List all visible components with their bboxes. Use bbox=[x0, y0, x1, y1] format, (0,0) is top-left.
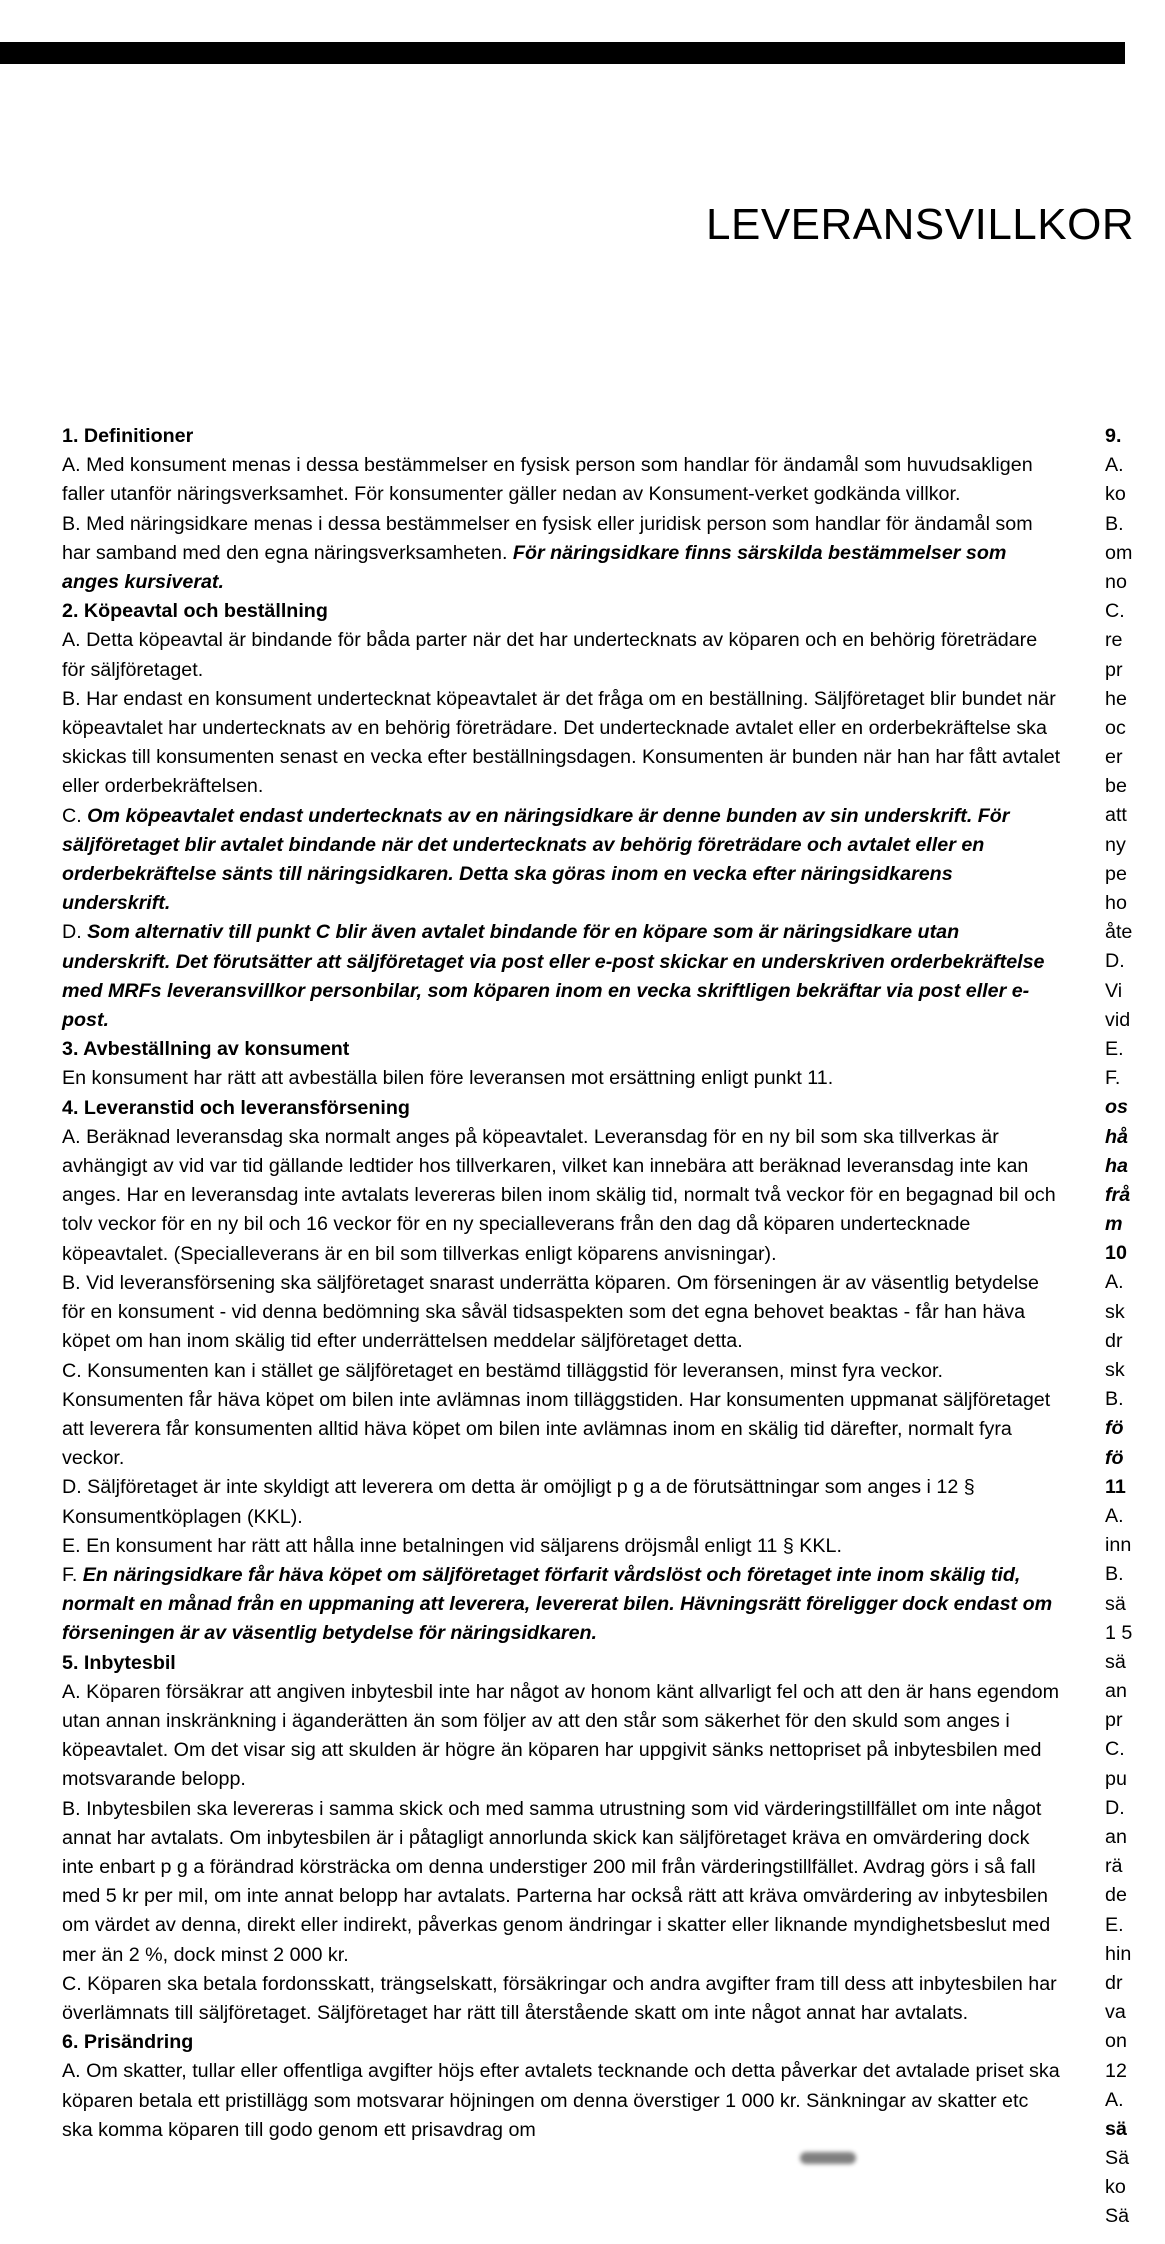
right-column-fragment: Vi bbox=[1105, 979, 1123, 1002]
right-column-fragment: om bbox=[1105, 541, 1133, 564]
right-column-fragment: dr bbox=[1105, 1971, 1123, 1994]
right-column-fragment: ko bbox=[1105, 2176, 1126, 2199]
right-column-fragment: B. bbox=[1105, 1388, 1124, 1411]
right-column-fragment: 1 5 bbox=[1105, 1621, 1133, 1644]
right-column-fragment: va bbox=[1105, 2001, 1126, 2024]
right-column-fragment: an bbox=[1105, 1826, 1127, 1848]
right-column-fragment: on bbox=[1105, 2030, 1127, 2053]
clause-paragraph bbox=[62, 918, 1062, 1035]
clause-label: B. bbox=[62, 687, 81, 710]
clause-label: D. bbox=[62, 1476, 82, 1499]
clause-paragraph bbox=[62, 2057, 1062, 2145]
right-column-fragment: be bbox=[1105, 775, 1127, 798]
business-clause-italic: Om köpeavtalet endast undertecknats av en näringsidkare är denne bunden av sin underskrift. För säljföretaget blir avtalet bindande när det undertecknats av behörig företrädare och avtalet eller en orderbekräftelse sänts till näringsidkaren. Detta ska göras inom en vecka efter näringsidkarens underskrift. bbox=[62, 804, 1010, 915]
right-column-fragment: de bbox=[1105, 1884, 1127, 1907]
clause-text: Säljföretaget är inte skyldigt att leverera om detta är omöjligt p g a de förutsättningar som anges i 12 § Konsumentköplagen (KKL). bbox=[62, 1476, 975, 1528]
right-column-fragment: B. bbox=[1105, 1563, 1124, 1586]
right-column-fragment: he bbox=[1105, 687, 1127, 710]
right-column-fragment: pr bbox=[1105, 1709, 1123, 1732]
section-heading: 2. Köpeavtal och beställning bbox=[62, 600, 328, 623]
clause-paragraph bbox=[62, 1357, 1062, 1474]
clause-paragraph bbox=[62, 802, 1062, 919]
clause-text: Med näringsidkare menas i dessa bestämmelser en fysisk eller juridisk person som handlar för ändamål som har samband med den egna näringsverksamheten. bbox=[62, 512, 1033, 564]
section-heading: 1. Definitioner bbox=[62, 425, 194, 447]
clause-label: D. bbox=[62, 921, 82, 944]
clause-text: Köparen ska betala fordonsskatt, trängselskatt, försäkringar och andra avgifter fram till dess att inbytesbilen har överlämnats till säljföretaget. Säljföretaget har rätt till återstående skatt om inte något annat har avtalats. bbox=[62, 1972, 1057, 2024]
right-column-fragment: 12 bbox=[1105, 2059, 1127, 2082]
right-column-fragment: C. bbox=[1105, 600, 1125, 623]
right-column-fragment: pr bbox=[1105, 658, 1123, 681]
clause-paragraph bbox=[62, 1123, 1062, 1269]
right-column-fragment: Sä bbox=[1105, 2205, 1130, 2228]
right-column-fragment: ho bbox=[1105, 892, 1127, 914]
right-column-fragment: no bbox=[1105, 570, 1127, 593]
clause-label: B. bbox=[62, 1797, 81, 1820]
document-title: LEVERANSVILLKOR bbox=[706, 200, 1135, 249]
right-column-fragment: pu bbox=[1105, 1767, 1127, 1790]
clause-text: Beräknad leveransdag ska normalt anges på köpeavtalet. Leveransdag för en ny bil som ska tillverkas är avhängigt av vid var tid gällande ledtider hos tillverkaren, vilket kan innebära att beräknad leveransdag inte kan anges. Har en leveransdag inte avtalats levereras bilen inom skälig tid, normalt två veckor för en begagnad bil och tolv veckor för en ny bil och 16 veckor för en ny specialleverans från den dag då köparen undertecknade köpeavtalet. (Specialleverans är en bil som tillverkas enligt köparens anvisningar). bbox=[62, 1125, 1056, 1265]
right-column-fragment: re bbox=[1105, 629, 1123, 652]
right-column-fragment: sk bbox=[1105, 1359, 1125, 1381]
right-column-fragment: pe bbox=[1105, 862, 1127, 885]
clause-label: C. bbox=[62, 1359, 82, 1382]
clause-paragraph bbox=[62, 626, 1062, 684]
right-column-fragment: E. bbox=[1105, 1037, 1124, 1060]
clause-label: A. bbox=[62, 629, 81, 652]
clause-paragraph bbox=[62, 1970, 1062, 2028]
clause-paragraph bbox=[62, 1561, 1062, 1649]
clause-text: Konsumenten kan i stället ge säljföretaget en bestämd tilläggstid för leveransen, minst fyra veckor. Konsumenten får häva köpet om bilen inte avlämnas inom tilläggstiden. Har konsumenten uppmanat säljföretaget att leverera får konsumenten alltid häva köpet om bilen inte avlämnas inom en skälig tid därefter, normalt fyra veckor. bbox=[62, 1359, 1051, 1470]
right-column-fragment: fö bbox=[1105, 1446, 1124, 1469]
section-heading: 6. Prisändring bbox=[62, 2031, 194, 2054]
right-column-fragment: D. bbox=[1105, 950, 1125, 973]
clause-paragraph bbox=[62, 1678, 1062, 1795]
clause-label: C. bbox=[62, 1972, 82, 1995]
right-column-fragment: 11 bbox=[1105, 1475, 1126, 1498]
clause-text: En konsument har rätt att hålla inne betalningen vid säljarens dröjsmål enligt 11 § KKL. bbox=[86, 1534, 842, 1557]
right-column-fragment: A. bbox=[1105, 1271, 1124, 1294]
clause-label: B. bbox=[62, 512, 81, 535]
clause-paragraph bbox=[62, 1064, 1062, 1093]
clause-label: A. bbox=[62, 454, 81, 477]
clause-label: E. bbox=[62, 1534, 81, 1557]
clause-text: En konsument har rätt att avbeställa bilen före leveransen mot ersättning enligt punkt 11. bbox=[62, 1067, 834, 1090]
right-column-fragment: an bbox=[1105, 1680, 1127, 1703]
right-column-fragment: fö bbox=[1105, 1417, 1124, 1440]
section-heading: 3. Avbeställning av konsument bbox=[62, 1038, 350, 1061]
clause-text: Köparen försäkrar att angiven inbytesbil inte har något av honom känt allvarligt fel och att den är hans egendom utan annan inskränkning i äganderätten än som följer av att den står som säkerhet för den skuld som anges i köpeavtalet. Om det visar sig att skulden är högre än köparen har uppgivit sänks nettopriset på inbytesbilen med motsvarande belopp. bbox=[62, 1680, 1060, 1791]
section-heading: 4. Leveranstid och leveransförsening bbox=[62, 1096, 410, 1119]
clause-paragraph bbox=[62, 1795, 1062, 1970]
right-text-column-cropped bbox=[1105, 422, 1165, 2232]
clause-label: A. bbox=[62, 1125, 81, 1148]
business-clause-italic: För näringsidkare finns särskilda bestämmelser som anges kursiverat. bbox=[62, 541, 1007, 594]
right-column-fragment: F. bbox=[1105, 1067, 1121, 1090]
right-column-fragment: sä bbox=[1105, 1592, 1126, 1615]
right-column-fragment: att bbox=[1105, 804, 1127, 827]
right-column-fragment: åte bbox=[1105, 921, 1133, 944]
top-black-bar bbox=[0, 42, 1125, 64]
clause-text: Detta köpeavtal är bindande för båda parter när det har undertecknats av köparen och en behörig företrädare för säljföretaget. bbox=[62, 629, 1038, 681]
right-column-fragment: C. bbox=[1105, 1738, 1125, 1761]
right-column-fragment: oc bbox=[1105, 716, 1126, 739]
clause-label: F. bbox=[62, 1563, 78, 1586]
clause-label: A. bbox=[62, 1680, 81, 1703]
clause-paragraph bbox=[62, 1532, 1062, 1561]
right-column-fragment: frå bbox=[1105, 1183, 1131, 1206]
right-column-fragment: inn bbox=[1105, 1534, 1132, 1557]
business-clause-italic: En näringsidkare får häva köpet om säljföretaget förfarit vårdslöst och företaget inte inom skälig tid, normalt en månad från en uppmaning att leverera, levererat bilen. Hävningsrätt föreligger dock endast om förseningen är av väsentlig betydelse för näringsidkaren. bbox=[62, 1563, 1053, 1645]
clause-paragraph bbox=[62, 451, 1062, 509]
main-text-column bbox=[62, 422, 1062, 2145]
right-column-fragment: sä bbox=[1105, 2117, 1127, 2140]
clause-paragraph bbox=[62, 1269, 1062, 1357]
right-column-fragment: dr bbox=[1105, 1329, 1123, 1352]
right-column-fragment: hin bbox=[1105, 1942, 1132, 1965]
clause-text: Inbytesbilen ska levereras i samma skick och med samma utrustning som vid värderingstillfället om inte något annat har avtalats. Om inbytesbilen är i påtagligt annorlunda skick kan säljföretaget kräva en omvärdering dock inte enbart p g a förändrad körsträcka om denna understiger 200 mil från värderingstillfället. Avdrag görs i så fall med 5 kr per mil, om inte annat belopp har avtalats. Parterna har också rätt att kräva omvärdering av inbytesbilen om värdet av denna, direkt eller indirekt, påverkas genom ändringar i skatter eller liknande myndighetsbeslut med mer än 2 %, dock minst 2 000 kr. bbox=[62, 1797, 1051, 1966]
clause-paragraph bbox=[62, 685, 1062, 802]
business-clause-italic: Som alternativ till punkt C blir även avtalet bindande för en köpare som är näringsidkare utan underskrift. Det förutsätter att säljföretaget via post eller e-post skickar en underskriven orderbekräftelse med MRFs leveransvillkor personbilar, som köparen inom en vecka skriftligen bekräftar via post eller e-post. bbox=[62, 921, 1045, 1032]
section-heading: 5. Inbytesbil bbox=[62, 1651, 176, 1674]
right-column-fragment: A. bbox=[1105, 454, 1124, 477]
clause-text: Med konsument menas i dessa bestämmelser en fysisk person som handlar för ändamål som huvudsakligen faller utanför näringsverksamhet. För konsumenter gäller nedan av Konsument-verket godkända villkor. bbox=[62, 454, 1033, 506]
clause-paragraph bbox=[62, 510, 1062, 598]
right-column-fragment: os bbox=[1105, 1096, 1128, 1119]
scan-smudge bbox=[800, 2152, 856, 2164]
right-column-fragment: ny bbox=[1105, 833, 1126, 856]
clause-label: B. bbox=[62, 1271, 81, 1294]
right-column-fragment: 10 bbox=[1105, 1242, 1127, 1265]
right-column-fragment: A. bbox=[1105, 1504, 1124, 1527]
right-column-fragment: B. bbox=[1105, 512, 1124, 535]
right-column-fragment: ha bbox=[1105, 1154, 1128, 1177]
right-column-fragment: D. bbox=[1105, 1796, 1125, 1819]
right-column-fragment: er bbox=[1105, 746, 1123, 769]
right-column-fragment: E. bbox=[1105, 1913, 1124, 1936]
right-column-fragment: m bbox=[1105, 1213, 1123, 1236]
right-column-fragment: hå bbox=[1105, 1125, 1128, 1148]
right-column-fragment: 9. bbox=[1105, 425, 1122, 447]
clause-text: Om skatter, tullar eller offentliga avgifter höjs efter avtalets tecknande och detta påverkar det avtalade priset ska köparen betala ett pristillägg som motsvarar höjningen om denna överstiger 1 000 kr. Sänkningar av skatter etc ska komma köparen till godo genom ett prisavdrag om bbox=[62, 2060, 1060, 2141]
clause-label: C. bbox=[62, 804, 82, 827]
right-column-fragment: Sä bbox=[1105, 2147, 1130, 2170]
clause-paragraph bbox=[62, 1473, 1062, 1531]
clause-label: A. bbox=[62, 2060, 81, 2083]
right-column-fragment: ko bbox=[1105, 483, 1126, 506]
clause-text: Har endast en konsument undertecknat köpeavtalet är det fråga om en beställning. Säljföretaget blir bundet när köpeavtalet har undertecknats av en behörig företrädare. Det undertecknade avtalet eller en orderbekräftelse ska skickas till konsumenten senast en vecka efter beställningsdagen. Konsumenten är bunden när han har fått avtalet eller orderbekräftelsen. bbox=[62, 687, 1061, 798]
right-column-fragment: A. bbox=[1105, 2088, 1124, 2111]
right-column-fragment: sk bbox=[1105, 1300, 1125, 1323]
right-column-fragment: rä bbox=[1105, 1855, 1123, 1878]
clause-text: Vid leveransförsening ska säljföretaget snarast underrätta köparen. Om förseningen är av väsentlig betydelse för en konsument - vid denna bedömning ska såväl tidsaspekten som det egna behovet beaktas - får han häva köpet om han inom skälig tid efter underrättelsen meddelar säljföretaget detta. bbox=[62, 1271, 1039, 1353]
right-column-fragment: vid bbox=[1105, 1008, 1131, 1031]
right-column-fragment: sä bbox=[1105, 1650, 1126, 1673]
